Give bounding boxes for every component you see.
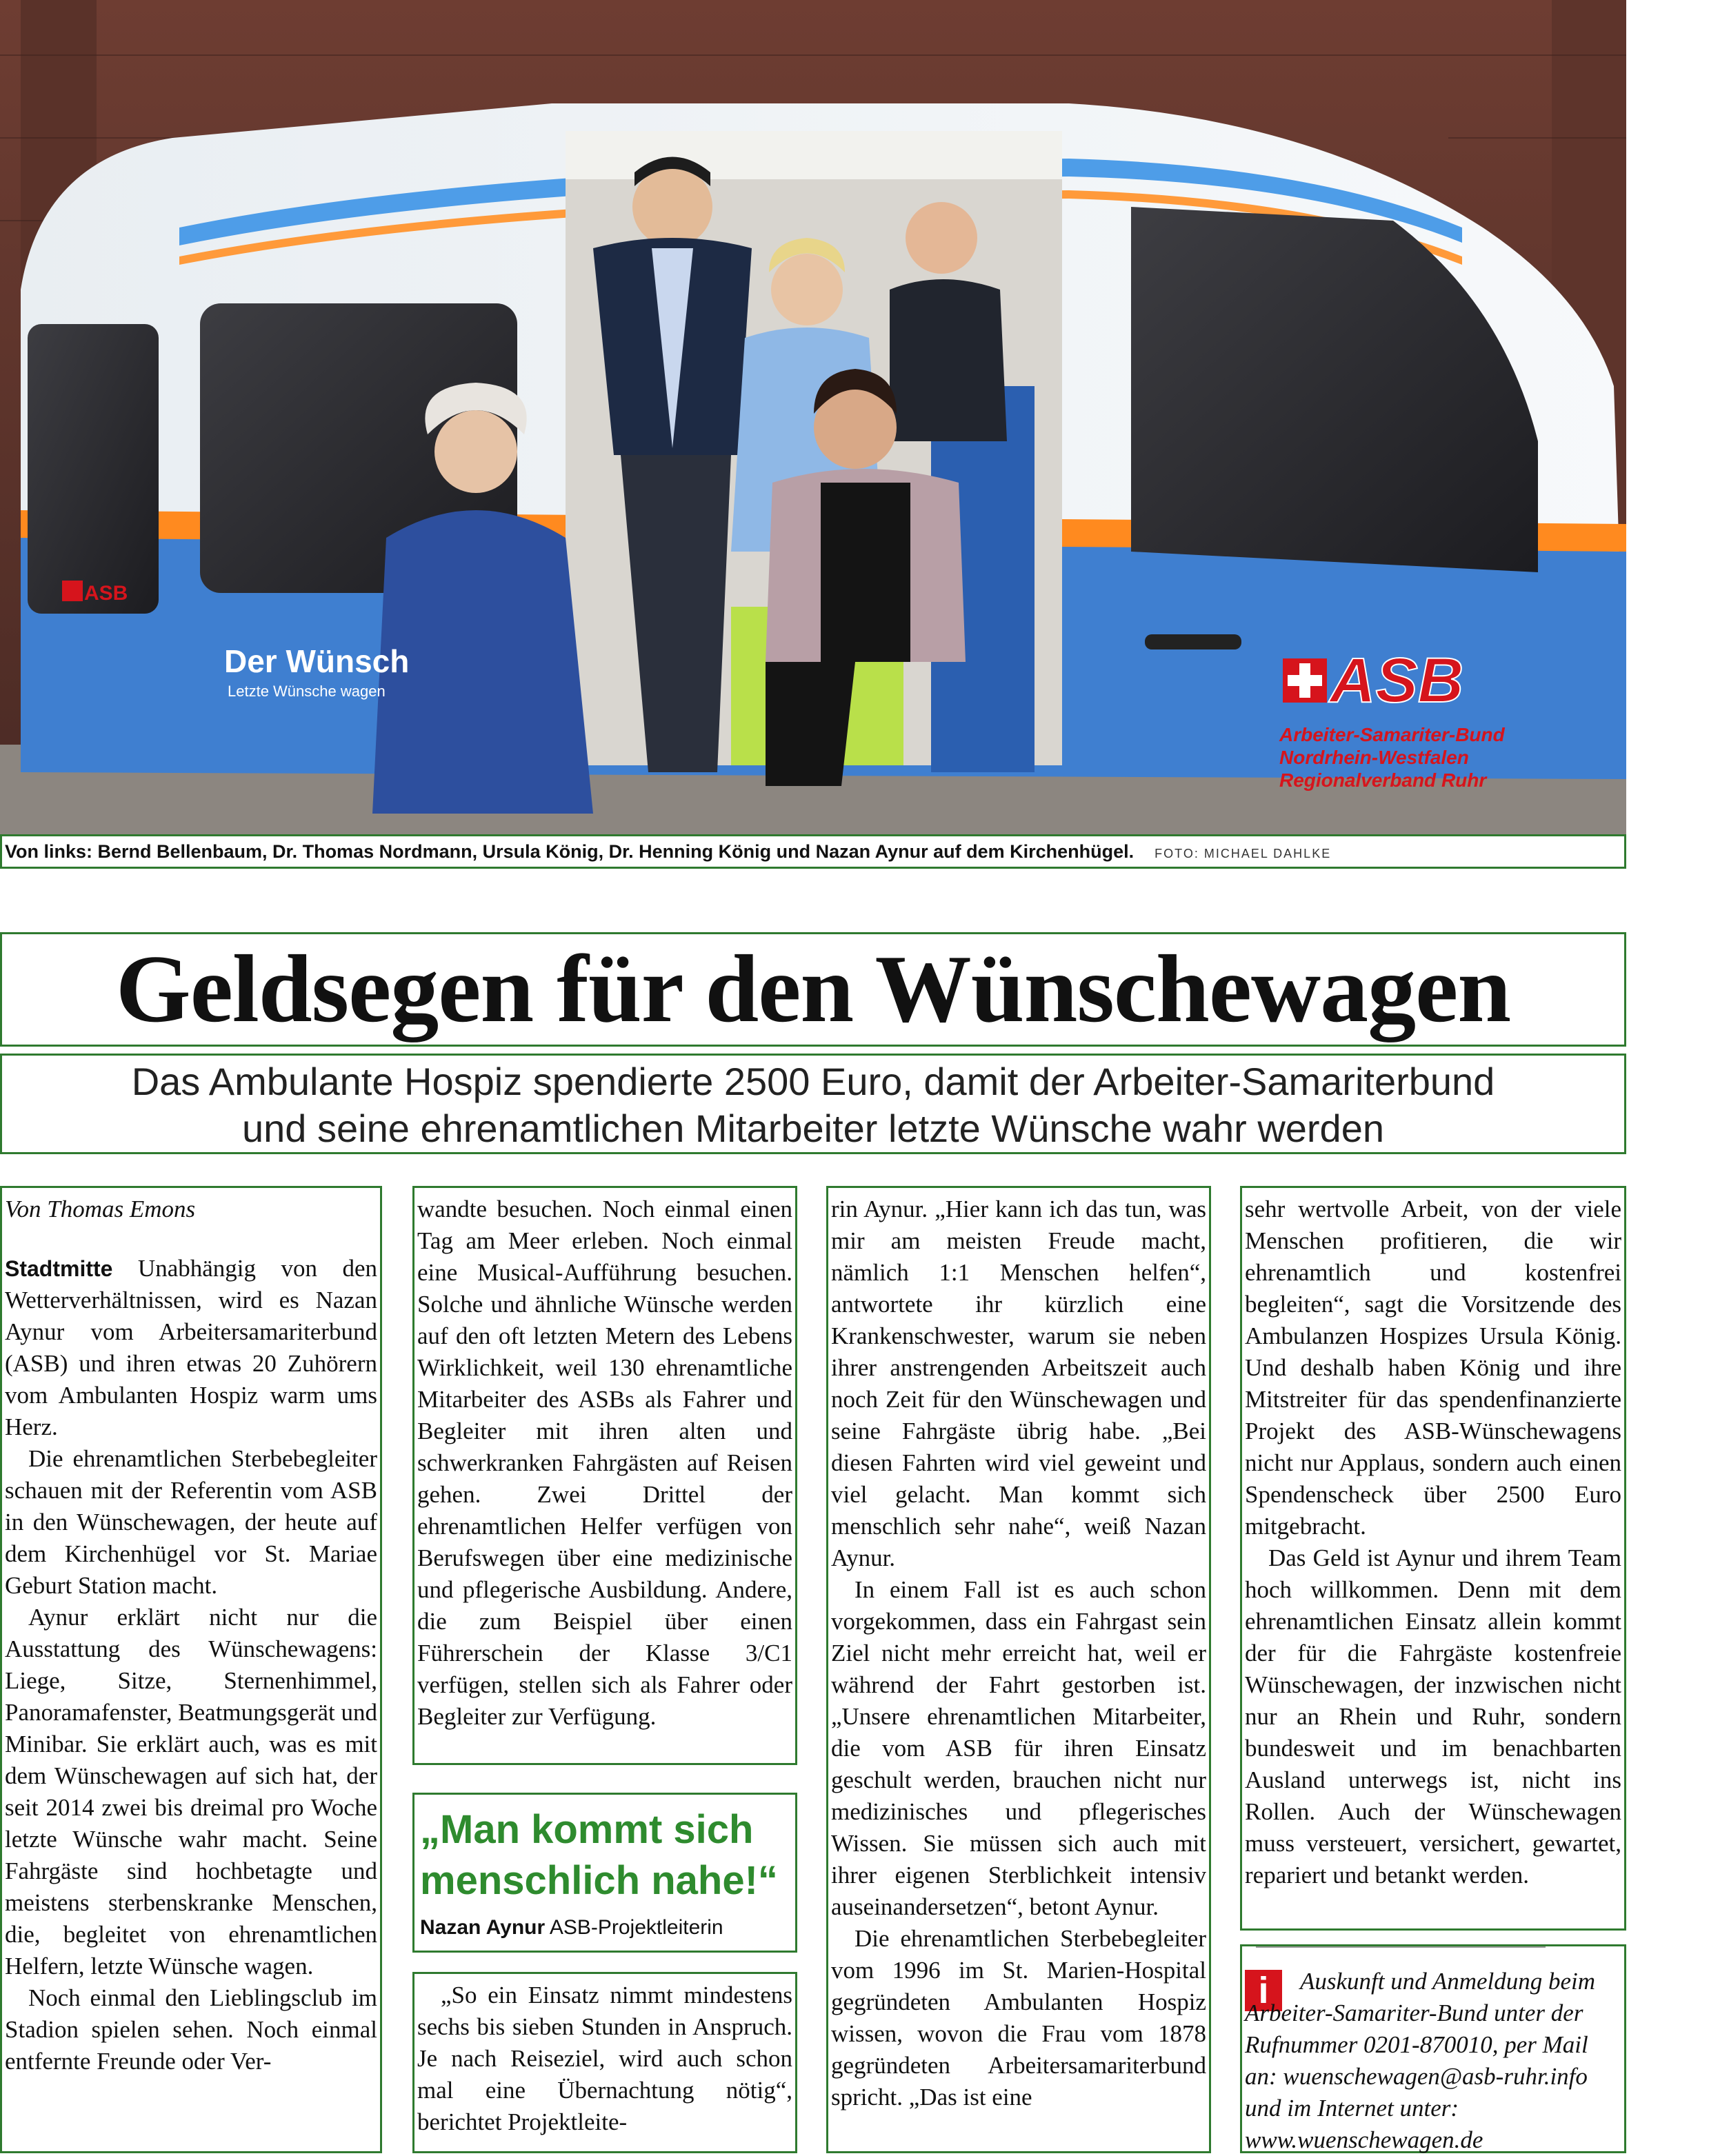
article-column-4 (1240, 1186, 1626, 1931)
van-sign-subtitle: Letzte Wünsche wagen (228, 683, 386, 700)
article-column-3 (826, 1186, 1211, 2153)
photo-caption (0, 834, 1626, 869)
paragraph-9: Die ehrenamtlichen Sterbebegleiter vom 1996 im St. Marien-Hospital gegründeten Ambulanten Hospiz wissen, wovon die Frau vom 1878 gegründeten Arbeitersamariterbund spricht. „Das ist eine (831, 1925, 1206, 2110)
paragraph-1-text: Unabhängig von den Wetterverhältnissen, wird es Nazan Aynur vom Arbeitersamariterbund (ASB) und ihren etwas 20 Zuhörern vom Ambulanten Hospiz warm ums Herz. (5, 1255, 377, 1440)
article-photo (0, 0, 1626, 834)
info-box (1240, 1944, 1626, 2153)
van-sign-title: Der Wünsch (224, 643, 410, 679)
pull-quote-source (420, 1916, 790, 1940)
article-column-1 (0, 1186, 382, 2153)
pull-quote-author: Nazan Aynur (420, 1916, 546, 1939)
headline: Geldsegen für den Wünschewagen (0, 932, 1626, 1047)
info-text: Auskunft und Anmeldung beim Arbeiter-Samariter-Bund unter der Rufnummer 0201-870010, per Mail an: wuenschewagen@asb-ruhr.info und im Internet unter: www.wuenschewagen.de (1245, 1968, 1596, 2153)
paragraph-6: „So ein Einsatz nimmt mindestens sechs bis sieben Stunden in Anspruch. Je nach Reiseziel, wird auch schon mal eine Übernachtung nötig“, berichtet Projektleite- (417, 1982, 792, 2135)
info-icon: i (1245, 1970, 1282, 2011)
asb-logo-text: ASB (1330, 645, 1464, 716)
photo-credit: FOTO: MICHAEL DAHLKE (1155, 847, 1332, 860)
article-column-2 (412, 1186, 797, 1765)
asb-line-1: Arbeiter-Samariter-Bund (1279, 724, 1505, 745)
paragraph-10: sehr wertvolle Arbeit, von der viele Menschen profitieren, die wir ehrenamtlich und kostenfrei begleiten“, sagt die Vorsitzende des Ambulanzen Hospizes Ursula König. Und deshalb haben König und ihre Mitstreiter für das spendenfinanzierte Projekt des ASB-Wünschewagens nicht nur Applaus, sondern auch einen Spendenscheck über 2500 Euro mitgebracht. (1245, 1196, 1621, 1540)
paragraph-2: Die ehrenamtlichen Sterbebegleiter schauen mit der Referentin vom ASB in den Wünschewagen, der heute auf dem Kirchenhügel vor St. Mariae Geburt Station macht. (5, 1445, 377, 1599)
dateline: Stadtmitte (5, 1256, 113, 1281)
paragraph-5: wandte besuchen. Noch einmal einen Tag am Meer erleben. Noch einmal eine Musical-Aufführung besuchen. Solche und ähnliche Wünsche werden auf den oft letzten Metern des Lebens Wirklichkeit, weil 130 ehrenamtliche Mitarbeiter des ASBs als Fahrer und Begleiter mit ihren alten und schwerkranken Fahrgästen auf Reisen gehen. Zwei Drittel der ehrenamtlichen Helfer verfügen von Berufswegen über eine medizinische und pflegerische Ausbildung. Andere, die zum Beispiel über einen Führerschein der Klasse 3/C1 verfügen, stellen sich als Fahrer oder Begleiter zur Verfügung. (417, 1196, 792, 1730)
paragraph-1 (5, 1253, 377, 1443)
article-column-2-continued (412, 1972, 797, 2153)
subheadline-line-1: Das Ambulante Hospiz spendierte 2500 Euro, damit der Arbeiter-Samariterbund (131, 1060, 1495, 1103)
paragraph-11: Das Geld ist Aynur und ihrem Team hoch willkommen. Denn mit dem ehrenamtlichen Einsatz allein kommt der für die Fahrgäste kostenfreie Wünschewagen, der inzwischen nicht nur an Rhein und Ruhr, sondern bundesweit und im benachbarten Ausland unterwegs ist, nicht ins Rollen. Auch der Wünschewagen muss versteuert, versichert, gewartet, repariert und betankt werden. (1245, 1544, 1621, 1888)
subheadline-line-2: und seine ehrenamtlichen Mitarbeiter letzte Wünsche wahr werden (242, 1107, 1384, 1150)
caption-text: Von links: Bernd Bellenbaum, Dr. Thomas Nordmann, Ursula König, Dr. Henning König und Nazan Aynur auf dem Kirchenhügel. (5, 841, 1135, 862)
info-divider (1256, 1946, 1546, 1948)
asb-logo-small: ASB (84, 582, 128, 605)
pull-quote-text: „Man kommt sich menschlich nahe!“ (420, 1807, 778, 1903)
paragraph-3: Aynur erklärt nicht nur die Ausstattung des Wünschewagens: Liege, Sitze, Sternenhimmel, Panoramafenster, Beatmungsgerät und Minibar. Sie erklärt auch, was es mit dem Wünschewagen auf sich hat, der seit 2014 zwei bis dreimal pro Woche letzte Wünsche wahr macht. Seine Fahrgäste sind hochbetagte und meistens sterbenskranke Menschen, die, begleitet von ehrenamtlichen Helfern, letzte Wünsche wagen. (5, 1604, 377, 1979)
subheadline (0, 1054, 1626, 1154)
pull-quote-role: ASB-Projektleiterin (545, 1916, 723, 1939)
byline: Von Thomas Emons (5, 1196, 196, 1222)
paragraph-7: rin Aynur. „Hier kann ich das tun, was mir am meisten Freude macht, nämlich 1:1 Menschen helfen“, antwortete ihr kürzlich eine Krankenschwester, warum sie neben ihrer anstrengenden Arbeitszeit auch noch Zeit für den Wünschewagen und seine Fahrgäste übrig habe. „Bei diesen Fahrten wird viel geweint und viel gelacht. Man kommt sich menschlich sehr nahe“, weiß Nazan Aynur. (831, 1196, 1206, 1571)
asb-line-2: Nordrhein-Westfalen (1279, 747, 1469, 768)
asb-line-3: Regionalverband Ruhr (1279, 769, 1487, 791)
paragraph-8: In einem Fall ist es auch schon vorgekommen, dass ein Fahrgast sein Ziel nicht mehr erreicht hat, weil er während der Fahrt gestorben ist. „Unsere ehrenamtlichen Mitarbeiter, die vom ASB für ihren Einsatz geschult werden, brauchen nicht nur medizinisches und pflegerisches Wissen. Sie müssen sich auch mit ihrer eigenen Sterblichkeit intensiv auseinandersetzen“, betont Aynur. (831, 1576, 1206, 1920)
pull-quote (412, 1793, 797, 1953)
paragraph-4: Noch einmal den Lieblingsclub im Stadion spielen sehen. Noch einmal entfernte Freunde oder Ver- (5, 1984, 377, 2075)
